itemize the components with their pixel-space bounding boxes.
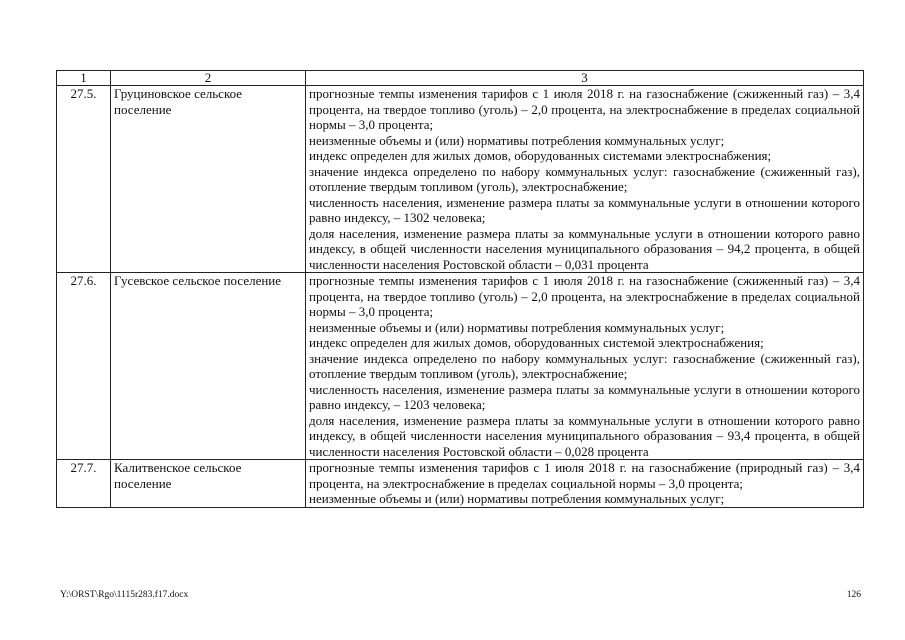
header-cell-2: 2 (111, 71, 306, 86)
row-number: 27.6. (57, 273, 111, 460)
description-paragraph: прогнозные темпы изменения тарифов с 1 июля 2018 г. на газоснабжение (сжиженный газ) – 3,4 процента, на твердое топливо (уголь) – 2,0 процента, на электроснабжение в пределах социальной нормы – 3,0 процента; (309, 86, 860, 132)
description-paragraph: численность населения, изменение размера платы за коммунальные услуги в отношении которого равно индексу, – 1302 человека; (309, 194, 860, 225)
description-cell (306, 86, 864, 273)
description-paragraph: прогнозные темпы изменения тарифов с 1 июля 2018 г. на газоснабжение (природный газ) – 3,4 процента, на электроснабжение в пределах социальной нормы – 3,0 процента; (309, 460, 860, 491)
file-path: Y:\ORST\Rgo\1115r283.f17.docx (60, 590, 189, 600)
description-paragraph: неизменные объемы и (или) нормативы потребления коммунальных услуг; (309, 132, 725, 148)
row-number: 27.5. (57, 86, 111, 273)
description-paragraph: прогнозные темпы изменения тарифов с 1 июля 2018 г. на газоснабжение (сжиженный газ) – 3,4 процента, на твердое топливо (уголь) – 2,0 процента, на электроснабжение в пределах социальной нормы – 3,0 процента; (309, 273, 860, 319)
description-cell (306, 460, 864, 508)
settlement-name: Калитвенское сельское поселение (111, 460, 306, 508)
description-cell (306, 273, 864, 460)
description-paragraph: индекс определен для жилых домов, оборудованных системами электроснабжения; (309, 148, 772, 163)
description-paragraph: доля населения, изменение размера платы за коммунальные услуги в отношении которого равно индексу, в общей численности населения муниципального образования – 93,4 процента, в общей численности населения Ростовской области – 0,028 процента (309, 412, 860, 459)
settlement-name: Груциновское сельское поселение (111, 86, 306, 273)
page-number: 126 (846, 590, 861, 600)
settlement-name: Гусевское сельское поселение (111, 273, 306, 460)
description-paragraph: численность населения, изменение размера платы за коммунальные услуги в отношении которого равно индексу, – 1203 человека; (309, 381, 860, 412)
description-paragraph: неизменные объемы и (или) нормативы потребления коммунальных услуг; (309, 491, 725, 506)
index-table (56, 70, 864, 508)
table-row (57, 86, 864, 273)
description-paragraph: индекс определен для жилых домов, оборудованных системой электроснабжения; (309, 335, 764, 350)
header-cell-3: 3 (306, 71, 864, 86)
table-row (57, 273, 864, 460)
table-header-row (57, 71, 864, 86)
description-paragraph: значение индекса определено по набору коммунальных услуг: газоснабжение (сжиженный газ), отопление твердым топливом (уголь), электроснабжение; (309, 163, 860, 194)
description-paragraph: неизменные объемы и (или) нормативы потребления коммунальных услуг; (309, 319, 725, 335)
description-paragraph: доля населения, изменение размера платы за коммунальные услуги в отношении которого равно индексу, в общей численности населения муниципального образования – 94,2 процента, в общей численности населения Ростовской области – 0,031 процента (309, 225, 860, 272)
table-row (57, 460, 864, 508)
header-cell-1: 1 (57, 71, 111, 86)
description-paragraph: значение индекса определено по набору коммунальных услуг: газоснабжение (сжиженный газ), отопление твердым топливом (уголь), электроснабжение; (309, 350, 860, 381)
page-footer (0, 588, 905, 602)
row-number: 27.7. (57, 460, 111, 508)
